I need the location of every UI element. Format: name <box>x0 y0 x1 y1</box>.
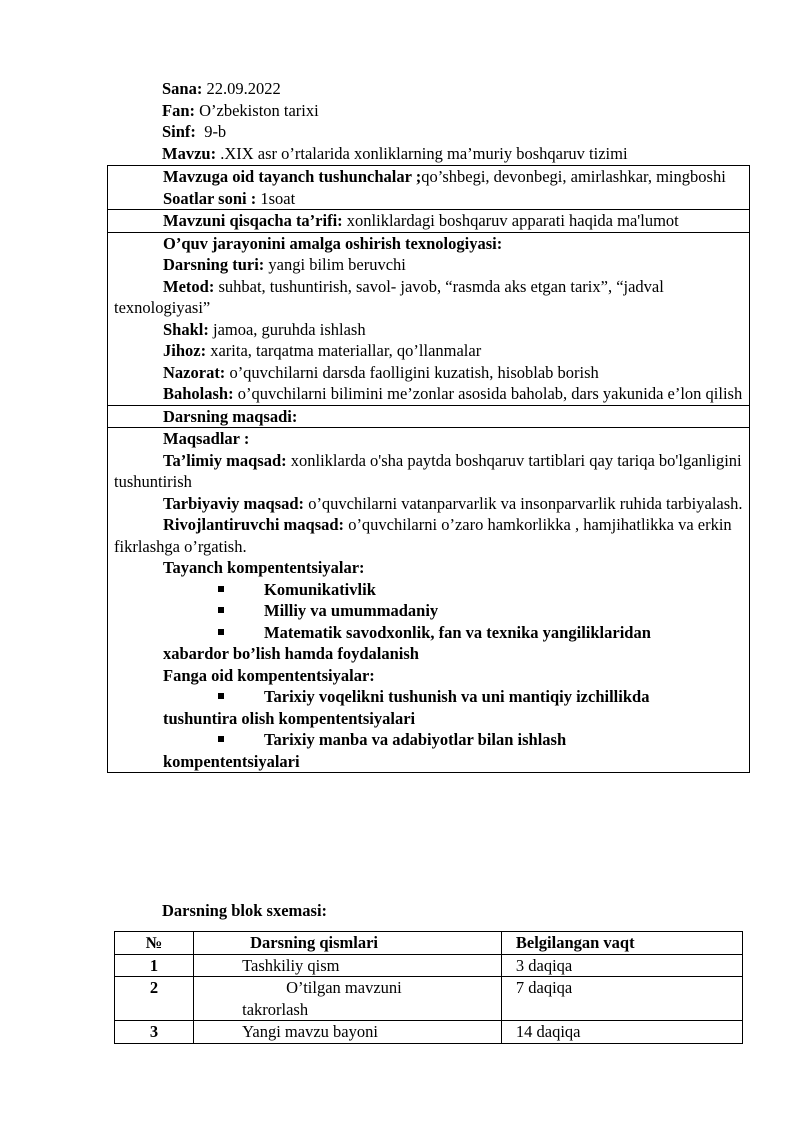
control-line: Nazorat: o’quvchilarni darsda faolligini kuzatish, hisoblab borish <box>163 362 599 382</box>
header-parts: Darsning qismlari <box>194 932 502 955</box>
header-number: № <box>115 932 194 955</box>
list-item-text: Tarixiy voqelikni tushunish va uni mantiqiy izchillikda <box>264 687 650 706</box>
form-line: Shakl: jamoa, guruhda ishlash <box>163 319 366 339</box>
row-time: 3 daqiqa <box>501 954 742 977</box>
schedule-table <box>114 931 743 1044</box>
row-number: 2 <box>115 977 194 1021</box>
header-time: Belgilangan vaqt <box>501 932 742 955</box>
list-item <box>114 579 745 601</box>
summary-section <box>107 210 750 233</box>
list-item <box>114 622 745 644</box>
concepts-section <box>107 165 750 210</box>
method-line: Metod: suhbat, tushuntirish, savol- javob, “rasmda aks etgan tarix”, “jadval texnologiyasi” <box>114 276 664 317</box>
core-competencies-title: Tayanch kompententsiyalar: <box>163 558 365 577</box>
list-item-continuation <box>114 751 745 773</box>
subject-competencies-title: Fanga oid kompententsiyalar: <box>163 665 375 685</box>
core-competencies-list <box>114 579 745 665</box>
list-item-continuation-text: tushuntira olish kompententsiyalari <box>163 708 416 728</box>
row-part: O’tilgan mavzuni takrorlash <box>194 977 502 1021</box>
lesson-plan-box <box>107 165 750 773</box>
square-bullet-icon <box>218 693 224 699</box>
list-item-text: Tarixiy manba va adabiyotlar bilan ishlash <box>264 730 567 749</box>
list-item-continuation <box>114 708 745 730</box>
table-row <box>115 954 743 977</box>
list-item <box>114 686 745 708</box>
topic-line: Mavzu: .XIX asr o’rtalarida xonliklarning ma’muriy boshqaruv tizimi <box>162 143 628 163</box>
concepts-line: Mavzuga oid tayanch tushunchalar ;qo’shbegi, devonbegi, amirlashkar, mingboshi <box>163 167 726 186</box>
list-item-text: Matematik savodxonlik, fan va texnika yangiliklaridan <box>264 622 651 642</box>
row-number: 3 <box>115 1021 194 1044</box>
list-item-continuation-text: kompententsiyalari <box>163 751 300 771</box>
row-part: Tashkiliy qism <box>194 954 502 977</box>
educational-goal-line: Ta’limiy maqsad: xonliklarda o'sha paytda boshqaruv tartiblari qay tariqa bo'lganligini tushuntirish <box>114 450 742 491</box>
upbringing-goal-line: Tarbiyaviy maqsad: o’quvchilarni vatanparvarlik va insonparvarlik ruhida tarbiyalash. <box>163 493 743 513</box>
square-bullet-icon <box>218 607 224 613</box>
table-header-row <box>115 932 743 955</box>
table-row <box>115 1021 743 1044</box>
lesson-header <box>162 78 762 164</box>
developmental-goal-line: Rivojlantiruvchi maqsad: o’quvchilarni o’zaro hamkorlikka , hamjihatlikka va erkin fikrlashga o’rgatish. <box>114 515 732 556</box>
goals-section <box>107 428 750 773</box>
row-part: Yangi mavzu bayoni <box>194 1021 502 1044</box>
summary-line: Mavzuni qisqacha ta’rifi: xonliklardagi boshqaruv apparati haqida ma'lumot <box>163 211 679 230</box>
purpose-section <box>107 406 750 429</box>
row-time: 7 daqiqa <box>501 977 742 1021</box>
list-item-text: Komunikativlik <box>264 579 376 599</box>
equipment-line: Jihoz: xarita, tarqatma materiallar, qo’llanmalar <box>163 341 482 360</box>
row-time: 14 daqiqa <box>501 1021 742 1044</box>
list-item-continuation-text: xabardor bo’lish hamda foydalanish <box>163 644 419 663</box>
list-item <box>114 600 745 622</box>
date-line: Sana: 22.09.2022 <box>162 79 281 98</box>
square-bullet-icon <box>218 629 224 635</box>
lesson-type-line: Darsning turi: yangi bilim beruvchi <box>163 255 406 274</box>
row-number: 1 <box>115 954 194 977</box>
assessment-line: Baholash: o’quvchilarni bilimini me’zonlar asosida baholab, dars yakunida e’lon qilish <box>163 384 743 403</box>
class-line: Sinf: 9-b <box>162 122 227 141</box>
subject-competencies-list <box>114 686 745 772</box>
purpose-title: Darsning maqsadi: <box>163 406 298 426</box>
subject-line: Fan: O’zbekiston tarixi <box>162 100 319 120</box>
table-row <box>115 977 743 1021</box>
technology-title: O’quv jarayonini amalga oshirish texnologiyasi: <box>163 233 503 253</box>
hours-line: Soatlar soni : 1soat <box>163 188 296 208</box>
block-scheme-title: Darsning blok sxemasi: <box>162 901 328 920</box>
list-item-continuation <box>114 643 745 665</box>
list-item-text: Milliy va umummadaniy <box>264 601 439 620</box>
square-bullet-icon <box>218 736 224 742</box>
list-item <box>114 729 745 751</box>
goals-title: Maqsadlar : <box>163 429 250 448</box>
square-bullet-icon <box>218 586 224 592</box>
technology-section <box>107 233 750 406</box>
